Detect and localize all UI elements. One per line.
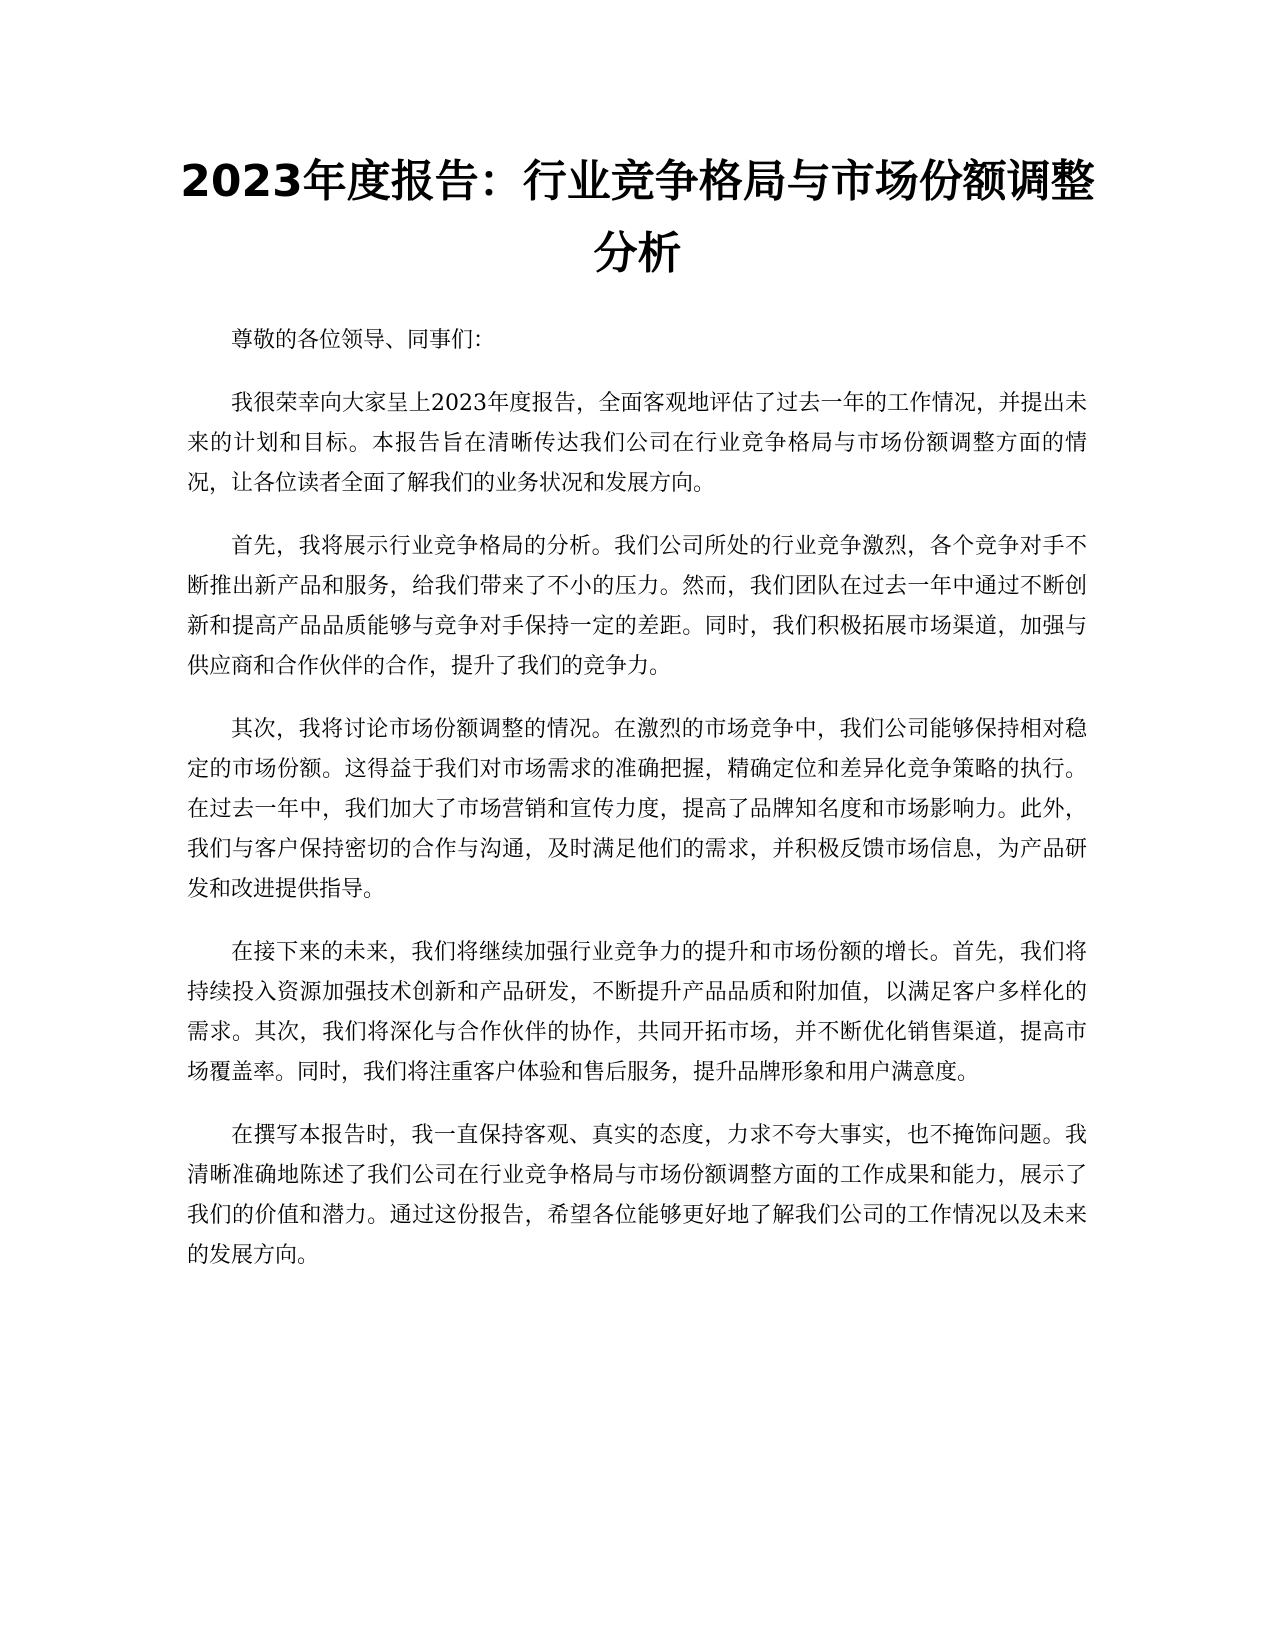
future-plan-paragraph: 在接下来的未来，我们将继续加强行业竞争力的提升和市场份额的增长。首先，我们将持续投入资源加强技术创新和产品研发，不断提升产品品质和附加值，以满足客户多样化的需求。其次，我们将深化与合作伙伴的协作，共同开拓市场，并不断优化销售渠道，提高市场覆盖率。同时，我们将注重客户体验和售后服务，提升品牌形象和用户满意度。 [187,940,1087,1085]
market-share-paragraph: 其次，我将讨论市场份额调整的情况。在激烈的市场竞争中，我们公司能够保持相对稳定的市场份额。这得益于我们对市场需求的准确把握，精确定位和差异化竞争策略的执行。在过去一年中，我们加大了市场营销和宣传力度，提高了品牌知名度和市场影响力。此外，我们与客户保持密切的合作与沟通，及时满足他们的需求，并积极反馈市场信息，为产品研发和改进提供指导。 [187,717,1087,902]
closing-paragraph: 在撰写本报告时，我一直保持客观、真实的态度，力求不夸大事实，也不掩饰问题。我清晰准确地陈述了我们公司在行业竞争格局与市场份额调整方面的工作成果和能力，展示了我们的价值和潜力。通过这份报告，希望各位能够更好地了解我们公司的工作情况以及未来的发展方向。 [187,1123,1087,1268]
document-title: 2023年度报告：行业竞争格局与市场份额调整分析 [180,156,1095,279]
greeting-paragraph: 尊敬的各位领导、同事们： [231,328,496,353]
document-body [187,321,1087,1299]
competition-analysis-paragraph: 首先，我将展示行业竞争格局的分析。我们公司所处的行业竞争激烈，各个竞争对手不断推出新产品和服务，给我们带来了不小的压力。然而，我们团队在过去一年中通过不断创新和提高产品品质能够与竞争对手保持一定的差距。同时，我们积极拓展市场渠道，加强与供应商和合作伙伴的合作，提升了我们的竞争力。 [187,534,1087,679]
intro-paragraph: 我很荣幸向大家呈上2023年度报告，全面客观地评估了过去一年的工作情况，并提出未来的计划和目标。本报告旨在清晰传达我们公司在行业竞争格局与市场份额调整方面的情况，让各位读者全面了解我们的业务状况和发展方向。 [187,391,1087,496]
